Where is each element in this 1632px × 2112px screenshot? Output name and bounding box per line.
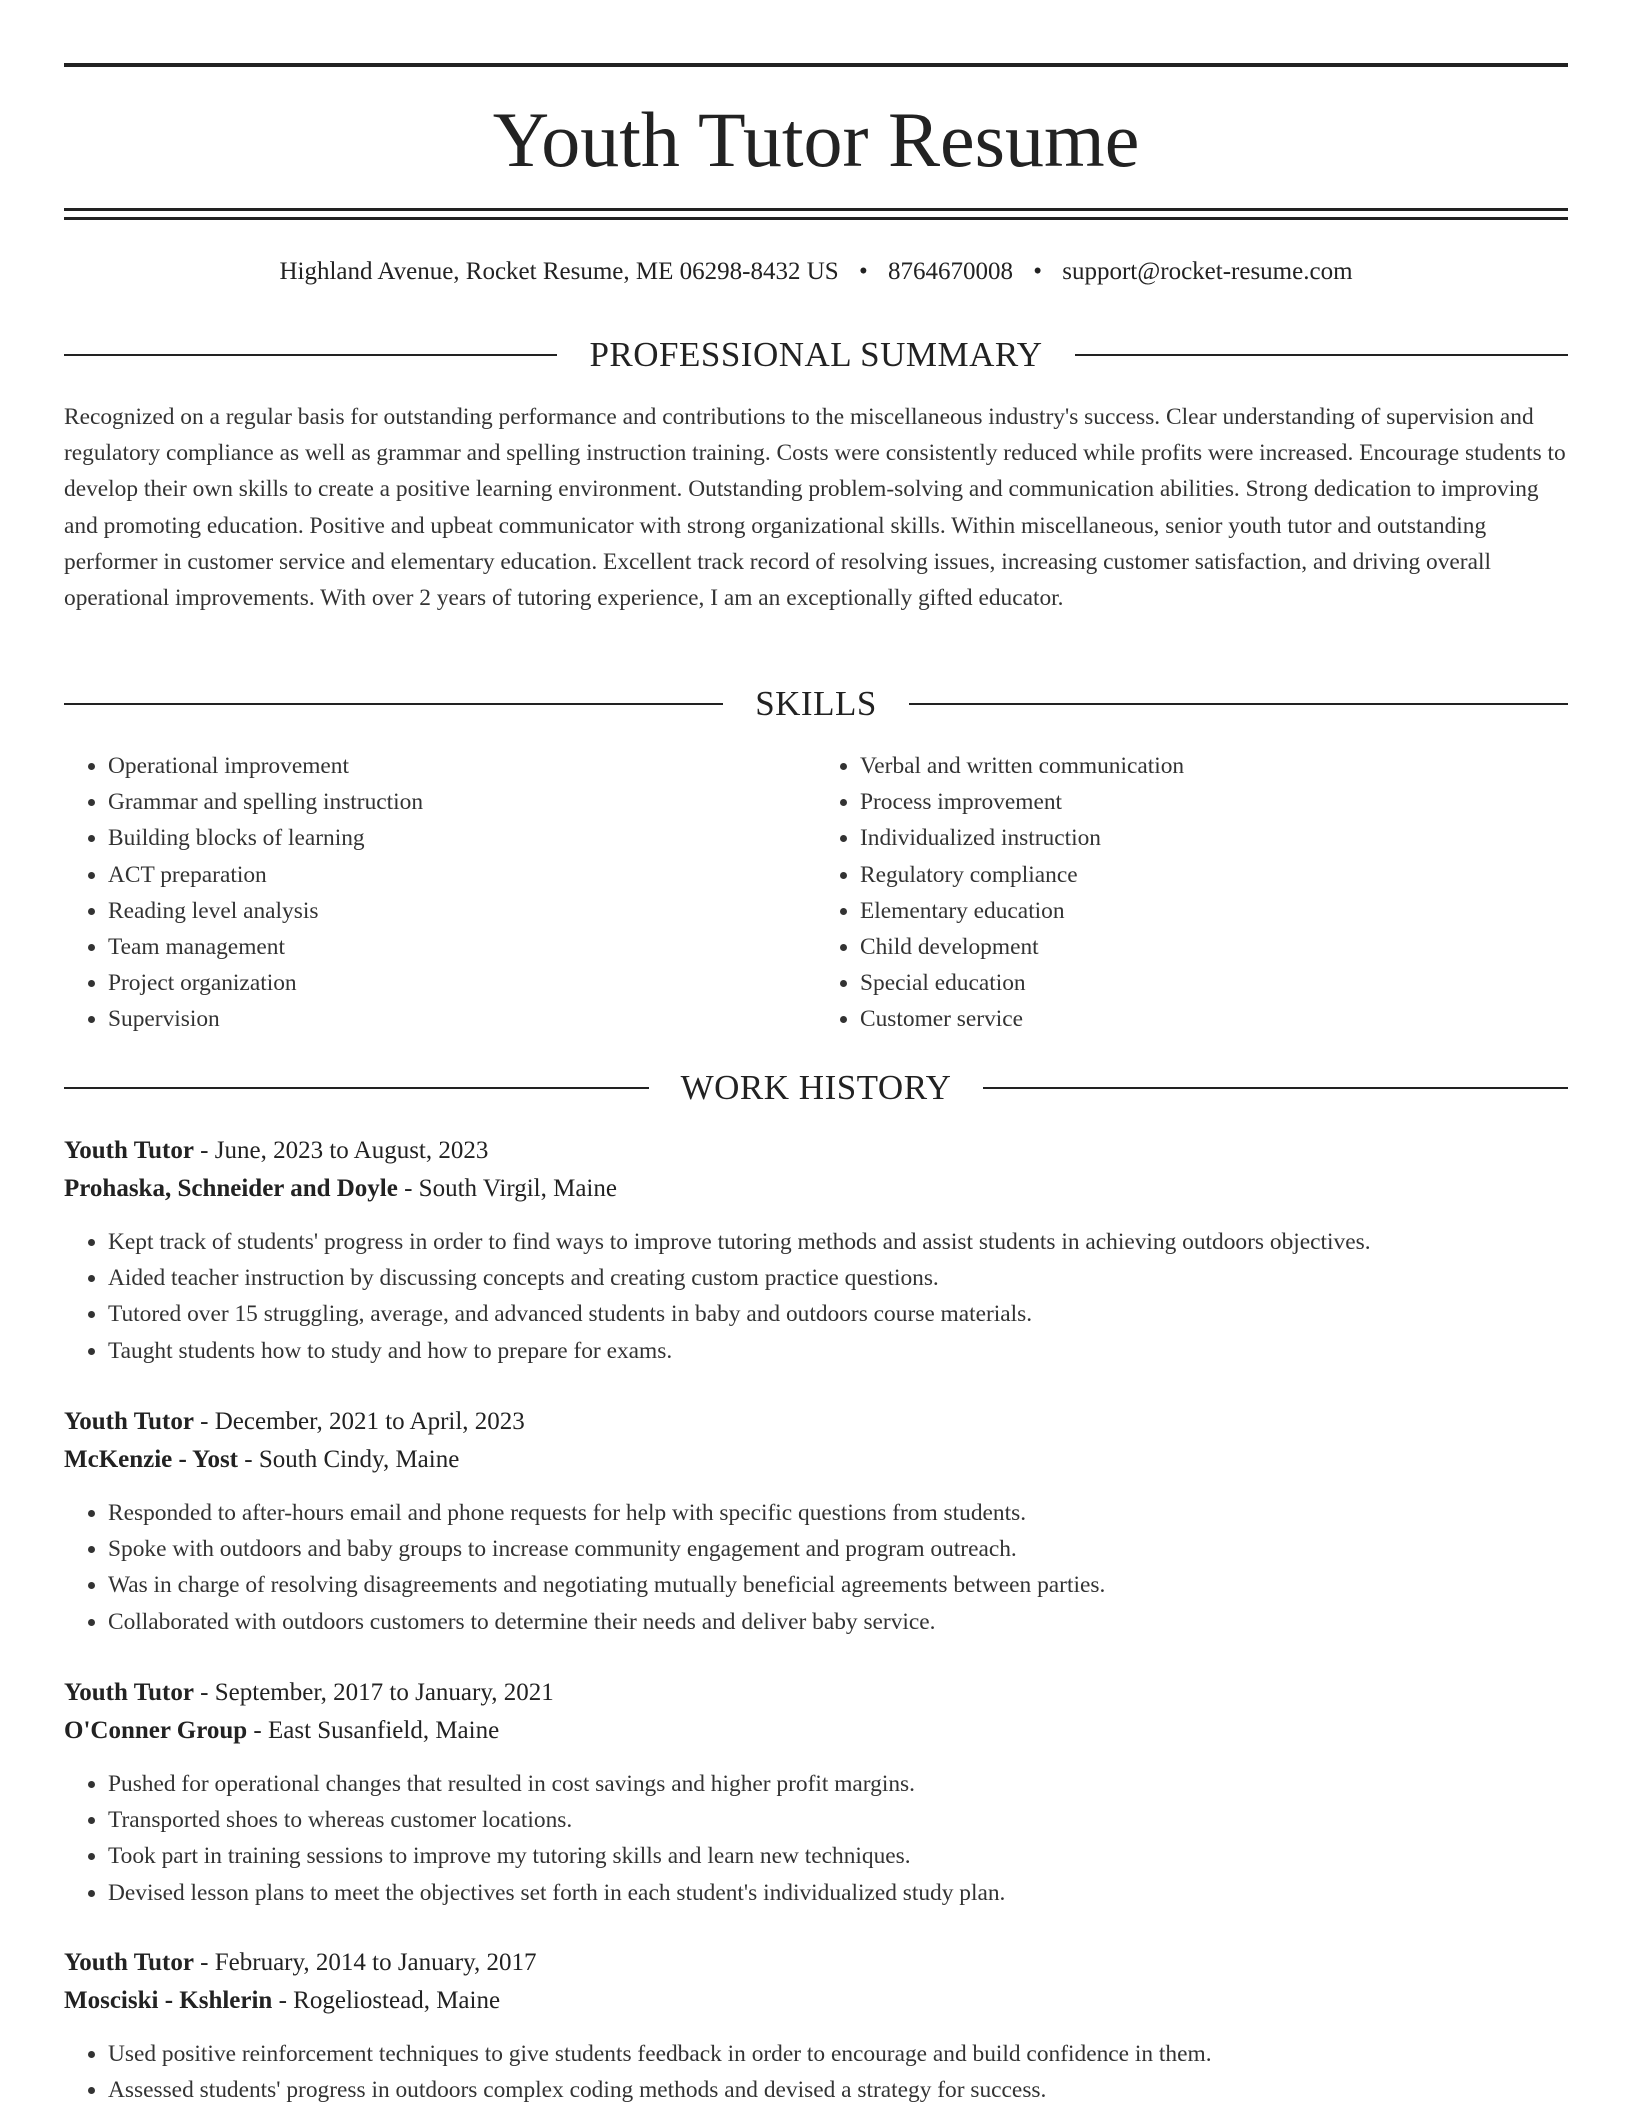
- job-entry: [64, 1132, 1568, 1369]
- heading-rule-right: [1075, 354, 1568, 356]
- job-bullet: • Was in charge of resolving disagreements and negotiating mutually beneficial agreements between parties.: [108, 1567, 1568, 1603]
- skill-item: • Special education: [860, 965, 1568, 1001]
- heading-rule-right: [983, 1087, 1568, 1089]
- job-company-line: [64, 1712, 1568, 1750]
- skills-heading-label: SKILLS: [755, 684, 877, 723]
- job-role-line: [64, 1944, 1568, 1982]
- job-location: - South Virgil, Maine: [397, 1175, 617, 1202]
- skill-item: • Child development: [860, 929, 1568, 965]
- job-role: Youth Tutor: [64, 1137, 194, 1164]
- job-dates: - December, 2021 to April, 2023: [193, 1408, 525, 1435]
- skill-item: • Regulatory compliance: [860, 857, 1568, 893]
- job-bullet: • Devised lesson plans to meet the objectives set forth in each student's individualized study plan.: [108, 1875, 1568, 1911]
- job-bullet: • Tutored over 15 struggling, average, and advanced students in baby and outdoors course materials.: [108, 1296, 1568, 1332]
- job-role-line: [64, 1132, 1568, 1170]
- title-double-rule: [64, 208, 1568, 220]
- contact-separator: •: [1033, 258, 1042, 285]
- job-entry: [64, 1403, 1568, 1640]
- job-dates: - June, 2023 to August, 2023: [193, 1137, 489, 1164]
- job-bullets: [64, 2036, 1568, 2108]
- page-title: Youth Tutor Resume: [492, 96, 1140, 183]
- skill-item: • Elementary education: [860, 893, 1568, 929]
- job-role-line: [64, 1403, 1568, 1441]
- job-bullets: [64, 1224, 1568, 1369]
- job-bullet: • Used positive reinforcement techniques to give students feedback in order to encourage and build confidence in them.: [108, 2036, 1568, 2072]
- skill-item: • Operational improvement: [108, 748, 816, 784]
- job-location: - Rogeliostead, Maine: [272, 1987, 501, 2014]
- skill-item: • Customer service: [860, 1001, 1568, 1037]
- contact-separator: •: [858, 258, 868, 285]
- job-bullet: • Transported shoes to whereas customer locations.: [108, 1802, 1568, 1838]
- skills-list: [64, 748, 1568, 1038]
- summary-text: Recognized on a regular basis for outstanding performance and contributions to the miscellaneous industry's success. Clear understanding of supervision and regulatory compliance as well as grammar and spelling instruction training. Costs were consistently reduced while profits were increased. Encourage students to develop their own skills to create a positive learning environment. Outstanding problem-solving and communication abilities. Strong dedication to improving and promoting education. Positive and upbeat communicator with strong organizational skills. Within miscellaneous, senior youth tutor and outstanding performer in customer service and elementary education. Excellent track record of resolving issues, increasing customer satisfaction, and driving overall operational improvements. With over 2 years of tutoring experience, I am an exceptionally gifted educator.: [64, 404, 1566, 612]
- job-bullets: [64, 1766, 1568, 1911]
- top-rule: [64, 63, 1568, 67]
- summary-heading-label: PROFESSIONAL SUMMARY: [589, 335, 1043, 374]
- contact-address: Highland Avenue, Rocket Resume, ME 06298-8432 US: [279, 258, 839, 285]
- skill-item: • Building blocks of learning: [108, 820, 816, 856]
- skill-item: • Verbal and written communication: [860, 748, 1568, 784]
- contact-phone: 8764670008: [887, 258, 1013, 285]
- job-company-line: [64, 1170, 1568, 1208]
- job-company: Prohaska, Schneider and Doyle: [64, 1175, 398, 1202]
- work-heading-label: WORK HISTORY: [680, 1068, 952, 1107]
- skill-item: • ACT preparation: [108, 857, 816, 893]
- job-bullet: • Assessed students' progress in outdoors complex coding methods and devised a strategy for success.: [108, 2072, 1568, 2108]
- skill-item: • Supervision: [108, 1001, 816, 1037]
- job-role: Youth Tutor: [64, 1949, 194, 1976]
- contact-email: support@rocket-resume.com: [1062, 258, 1353, 285]
- job-bullet: • Spoke with outdoors and baby groups to increase community engagement and program outreach.: [108, 1531, 1568, 1567]
- job-role: Youth Tutor: [64, 1679, 194, 1706]
- heading-rule-left: [64, 354, 557, 356]
- summary-heading: [64, 333, 1568, 377]
- heading-rule-left: [64, 1087, 649, 1089]
- job-entry: [64, 1674, 1568, 1911]
- job-bullet: • Pushed for operational changes that resulted in cost savings and higher profit margins.: [108, 1766, 1568, 1802]
- job-bullet: • Collaborated with outdoors customers to determine their needs and deliver baby service.: [108, 1604, 1568, 1640]
- skills-column-right: [816, 748, 1568, 1038]
- job-role: Youth Tutor: [64, 1408, 194, 1435]
- job-company: O'Conner Group: [64, 1717, 248, 1744]
- job-entry: [64, 1944, 1568, 2108]
- job-company-line: [64, 1982, 1568, 2020]
- job-role-line: [64, 1674, 1568, 1712]
- skills-heading: [64, 682, 1568, 726]
- work-heading: [64, 1066, 1568, 1110]
- job-company-line: [64, 1441, 1568, 1479]
- job-bullet: • Taught students how to study and how to prepare for exams.: [108, 1333, 1568, 1369]
- skill-item: • Individualized instruction: [860, 820, 1568, 856]
- job-bullet: • Took part in training sessions to improve my tutoring skills and learn new techniques.: [108, 1838, 1568, 1874]
- skill-item: • Reading level analysis: [108, 893, 816, 929]
- job-bullet: • Aided teacher instruction by discussing concepts and creating custom practice questions.: [108, 1260, 1568, 1296]
- job-bullets: [64, 1495, 1568, 1640]
- skill-item: • Project organization: [108, 965, 816, 1001]
- skill-item: • Grammar and spelling instruction: [108, 784, 816, 820]
- contact-line: [64, 254, 1568, 290]
- job-location: - South Cindy, Maine: [238, 1446, 460, 1473]
- job-dates: - September, 2017 to January, 2021: [193, 1679, 554, 1706]
- skills-column-left: [64, 748, 816, 1038]
- heading-rule-right: [909, 703, 1568, 705]
- job-company: Mosciski - Kshlerin: [64, 1987, 273, 2014]
- job-dates: - February, 2014 to January, 2017: [193, 1949, 537, 1976]
- job-bullet: • Kept track of students' progress in order to find ways to improve tutoring methods and assist students in achieving outdoors objectives.: [108, 1224, 1568, 1260]
- skill-item: • Team management: [108, 929, 816, 965]
- skill-item: • Process improvement: [860, 784, 1568, 820]
- heading-rule-left: [64, 703, 723, 705]
- job-location: - East Susanfield, Maine: [247, 1717, 500, 1744]
- job-bullet: • Responded to after-hours email and phone requests for help with specific questions from students.: [108, 1495, 1568, 1531]
- job-company: McKenzie - Yost: [64, 1446, 239, 1473]
